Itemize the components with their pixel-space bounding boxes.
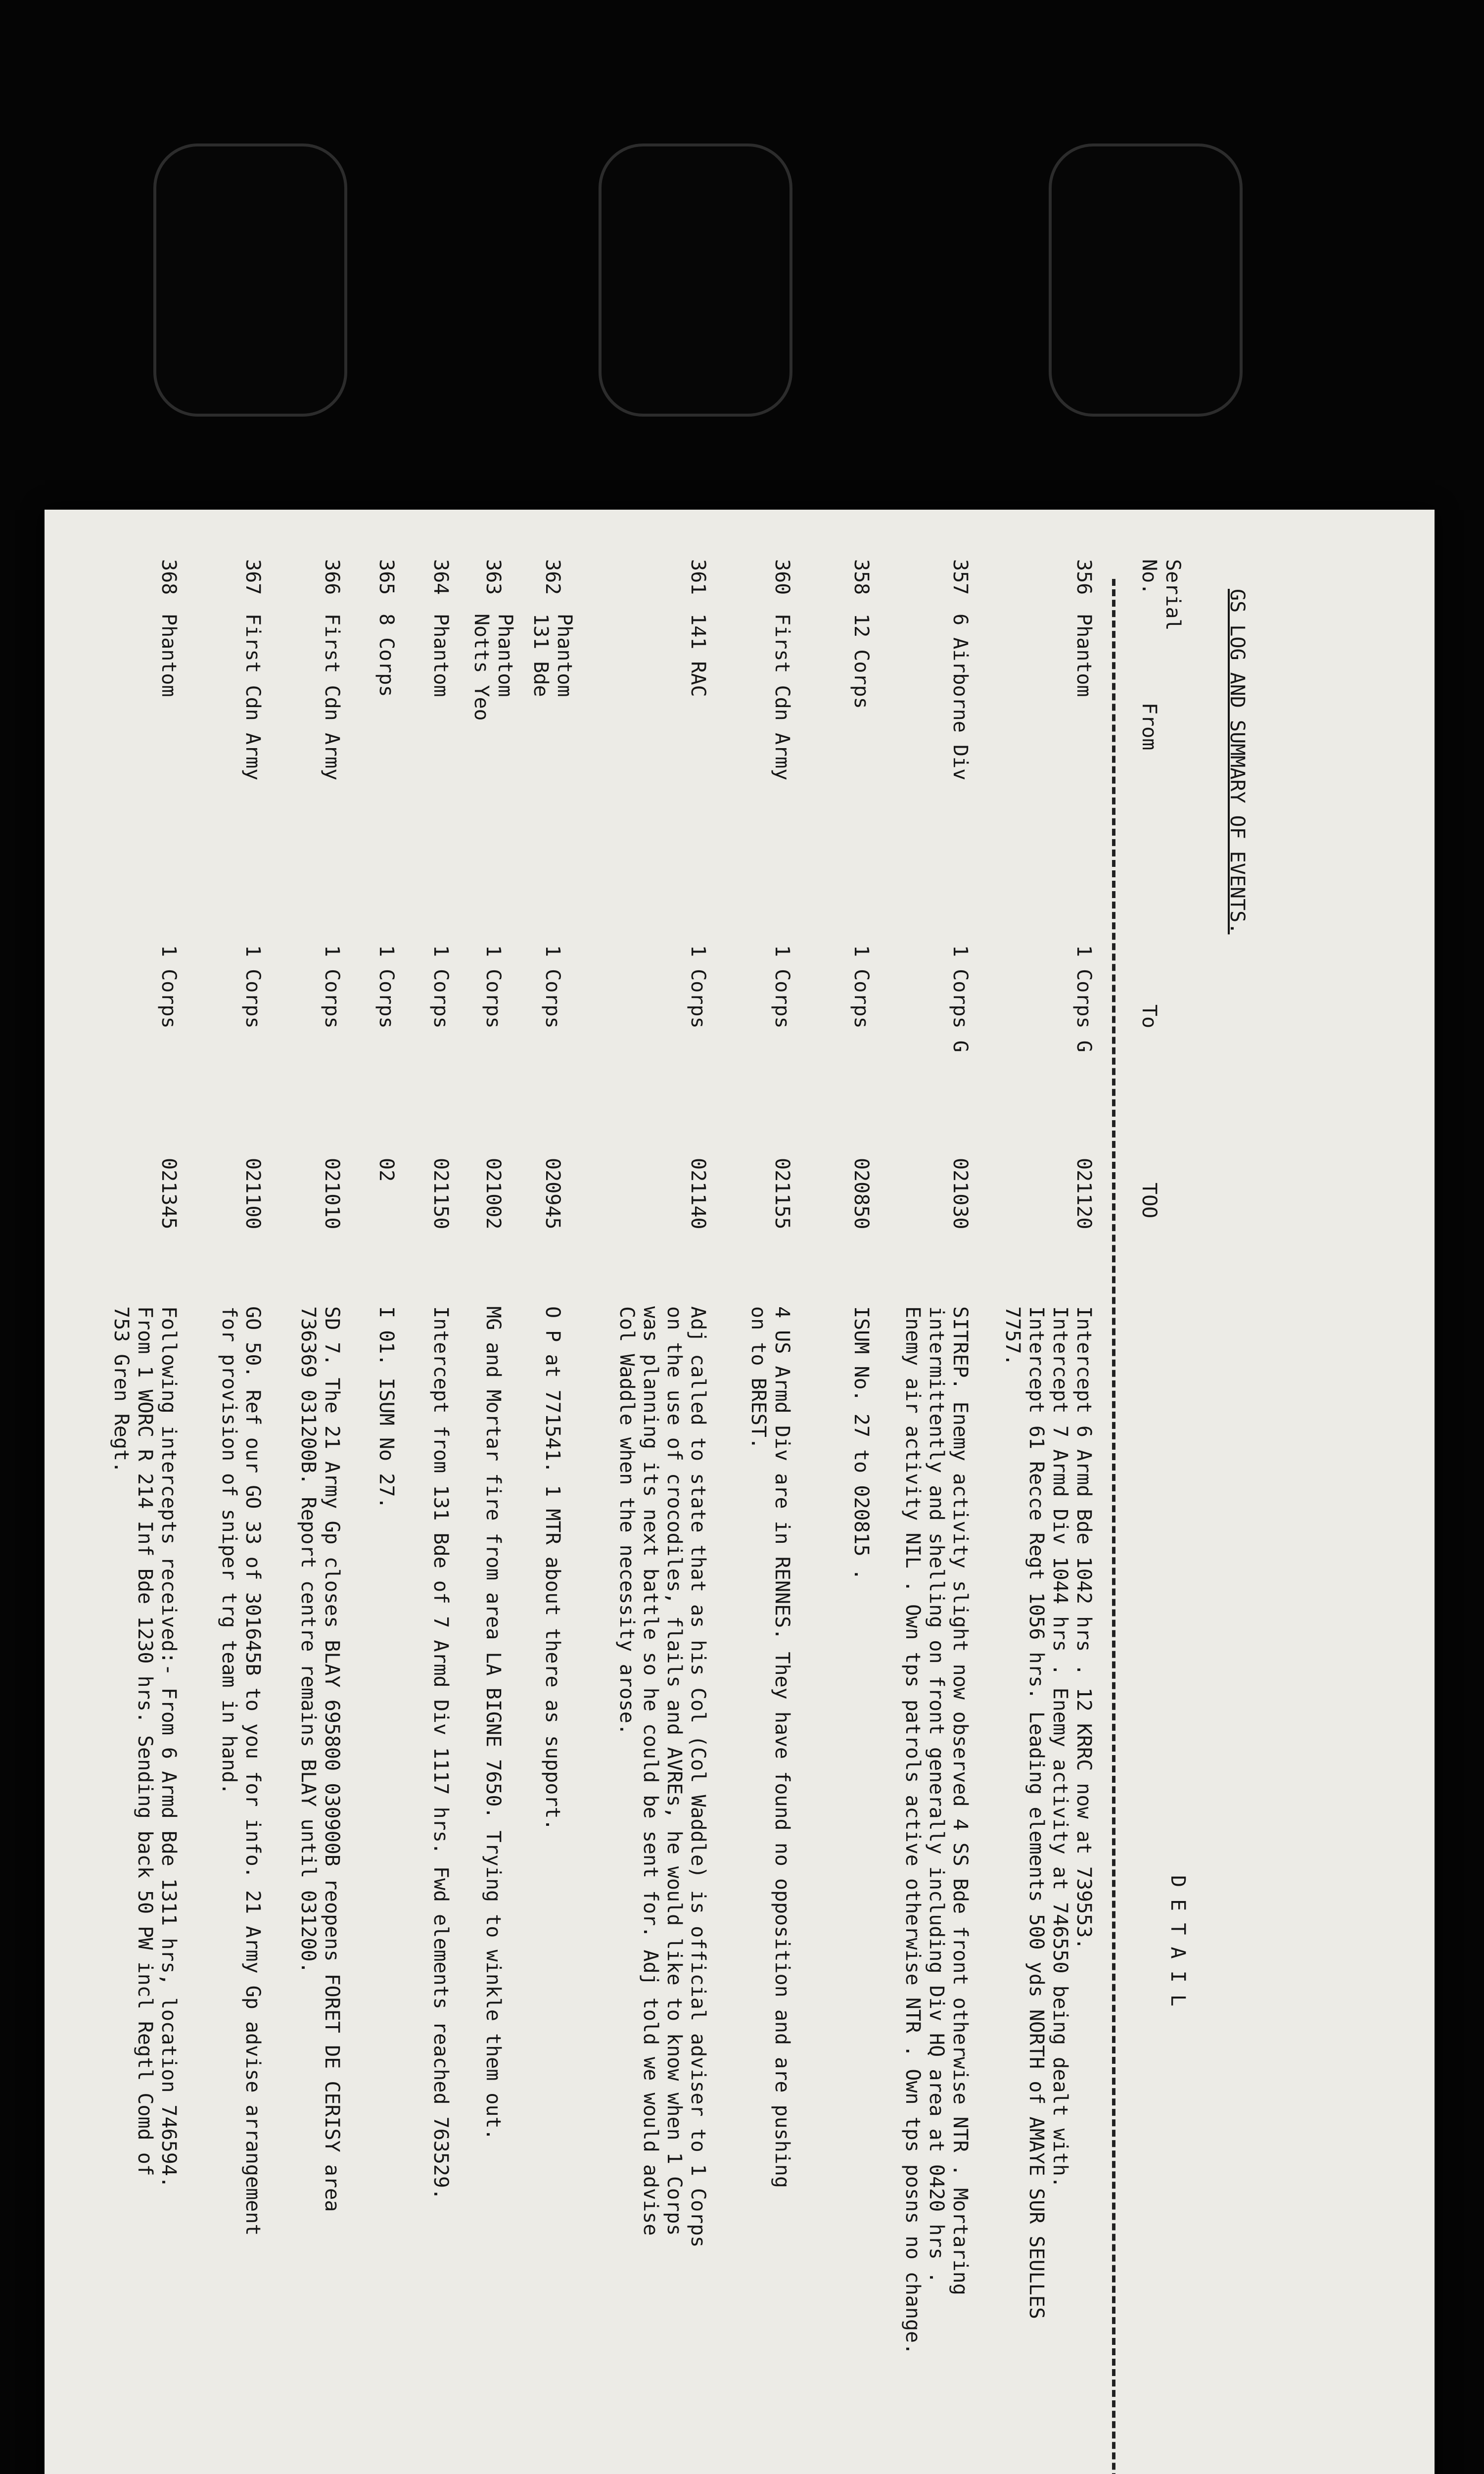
row-detail: Following intercepts received:- From 6 Armd Bde 1311 hrs, location 746594. From 1 WORC R 214 Inf Bde 1230 hrs. Sending back 50 PW incl Regtl Comd of 753 Gren Regt. <box>110 1306 180 2189</box>
row-to: 1 Corps <box>482 945 505 1029</box>
row-from: 8 Corps <box>375 614 398 697</box>
header-serial: Serial No. <box>1138 559 1184 631</box>
row-detail: I 01. ISUM No 27. <box>375 1306 398 1509</box>
row-from: Phantom 131 Bde <box>529 614 576 697</box>
header-divider <box>1112 579 1115 2474</box>
row-detail: SITREP. Enemy activity slight now observed 4 SS Bde front otherwise NTR . Mortaring intermittently and shelling on front generally including Div HQ area at 0420 hrs . Enemy air activity NIL . Own tps patrols active otherwise NTR . Own tps posns no change. <box>901 1306 972 2355</box>
row-detail: Adj called to state that as his Col (Col Waddle) is official adviser to 1 Corps on the use of crocodiles, flails and AVREs, he would like to know when 1 Corps was planning its next battle so he could be sent for. Adj told we would advise Col Waddle when the necessity arose. <box>615 1306 709 2248</box>
row-serial: 361 <box>687 559 709 595</box>
row-too: 020850 <box>850 1158 873 1230</box>
rotated-log-page <box>47 539 1397 2474</box>
row-from: 141 RAC <box>687 614 709 697</box>
row-serial: 356 <box>1072 559 1095 595</box>
row-to: 1 Corps G <box>1072 945 1095 1052</box>
row-detail: ISUM No. 27 to 020815 . <box>850 1306 873 1580</box>
header-detail: D E T A I L <box>1166 1875 1189 2006</box>
film-sprocket-hole <box>153 143 347 417</box>
row-serial: 364 <box>429 559 452 595</box>
row-detail: 4 US Armd Div are in RENNES. They have found no opposition and are pushing on to BREST. <box>747 1306 793 2189</box>
row-serial: 368 <box>157 559 180 595</box>
row-too: 021120 <box>1072 1158 1095 1230</box>
row-detail: Intercept from 131 Bde of 7 Armd Div 1117 hrs. Fwd elements reached 763529. <box>429 1306 452 2200</box>
row-too: 021002 <box>482 1158 505 1230</box>
row-serial: 362 <box>541 559 564 595</box>
row-detail: O P at 771541. 1 MTR about there as support. <box>541 1306 564 1831</box>
row-detail: Intercept 6 Armd Bde 1042 hrs . 12 KRRC now at 739553. Intercept 7 Armd Div 1044 hrs . Enemy activity at 746550 being dealt with. Intercept 61 Recce Regt 1056 hrs. Leading elements 500 yds NORTH of AMAYE SUR SEULLES 7757. <box>1001 1306 1095 2319</box>
row-detail: MG and Mortar fire from area LA BIGNE 7650. Trying to winkle them out. <box>482 1306 505 2141</box>
row-to: 1 Corps <box>771 945 793 1029</box>
row-serial: 360 <box>771 559 793 595</box>
row-from: First Cdn Army <box>321 614 343 781</box>
row-to: 1 Corps <box>541 945 564 1029</box>
row-serial: 367 <box>241 559 264 595</box>
header-to: To <box>1138 1004 1160 1029</box>
row-too: 021140 <box>687 1158 709 1230</box>
page-title: GS LOG AND SUMMARY OF EVENTS. <box>1226 589 1249 935</box>
row-from: Phantom <box>429 614 452 697</box>
row-to: 1 Corps <box>850 945 873 1029</box>
row-serial: 358 <box>850 559 873 595</box>
row-to: 1 Corps <box>375 945 398 1029</box>
row-too: 021010 <box>321 1158 343 1230</box>
row-too: 021150 <box>429 1158 452 1230</box>
row-too: 021100 <box>241 1158 264 1230</box>
row-too: 02 <box>375 1158 398 1182</box>
row-from: Phantom Notts Yeo <box>470 614 516 721</box>
film-sprocket-hole <box>599 143 792 417</box>
row-to: 1 Corps <box>241 945 264 1029</box>
row-to: 1 Corps G <box>949 945 972 1052</box>
row-from: Phantom <box>157 614 180 697</box>
row-to: 1 Corps <box>687 945 709 1029</box>
table-header <box>1125 539 1205 2474</box>
row-too: 021155 <box>771 1158 793 1230</box>
row-to: 1 Corps <box>157 945 180 1029</box>
row-serial: 357 <box>949 559 972 595</box>
row-serial: 365 <box>375 559 398 595</box>
row-from: 6 Airborne Div <box>949 614 972 781</box>
row-detail: SD 7. The 21 Army Gp closes BLAY 695800 030900B reopens FORET DE CERISY area 736369 031200B. Report centre remains BLAY until 031200. <box>297 1306 343 2212</box>
header-from: From <box>1138 703 1160 751</box>
row-detail: GO 50. Ref our GO 33 of 301645B to you for info. 21 Army Gp advise arrangement for provision of sniper trg team in hand. <box>218 1306 264 2236</box>
row-too: 021345 <box>157 1158 180 1230</box>
row-from: First Cdn Army <box>771 614 793 781</box>
row-from: 12 Corps <box>850 614 873 709</box>
film-sprocket-hole <box>1049 143 1243 417</box>
row-too: 021030 <box>949 1158 972 1230</box>
row-from: First Cdn Army <box>241 614 264 781</box>
row-serial: 363 <box>482 559 505 595</box>
row-serial: 366 <box>321 559 343 595</box>
header-too: TOO <box>1138 1183 1160 1219</box>
row-to: 1 Corps <box>321 945 343 1029</box>
row-from: Phantom <box>1072 614 1095 697</box>
row-too: 020945 <box>541 1158 564 1230</box>
row-to: 1 Corps <box>429 945 452 1029</box>
